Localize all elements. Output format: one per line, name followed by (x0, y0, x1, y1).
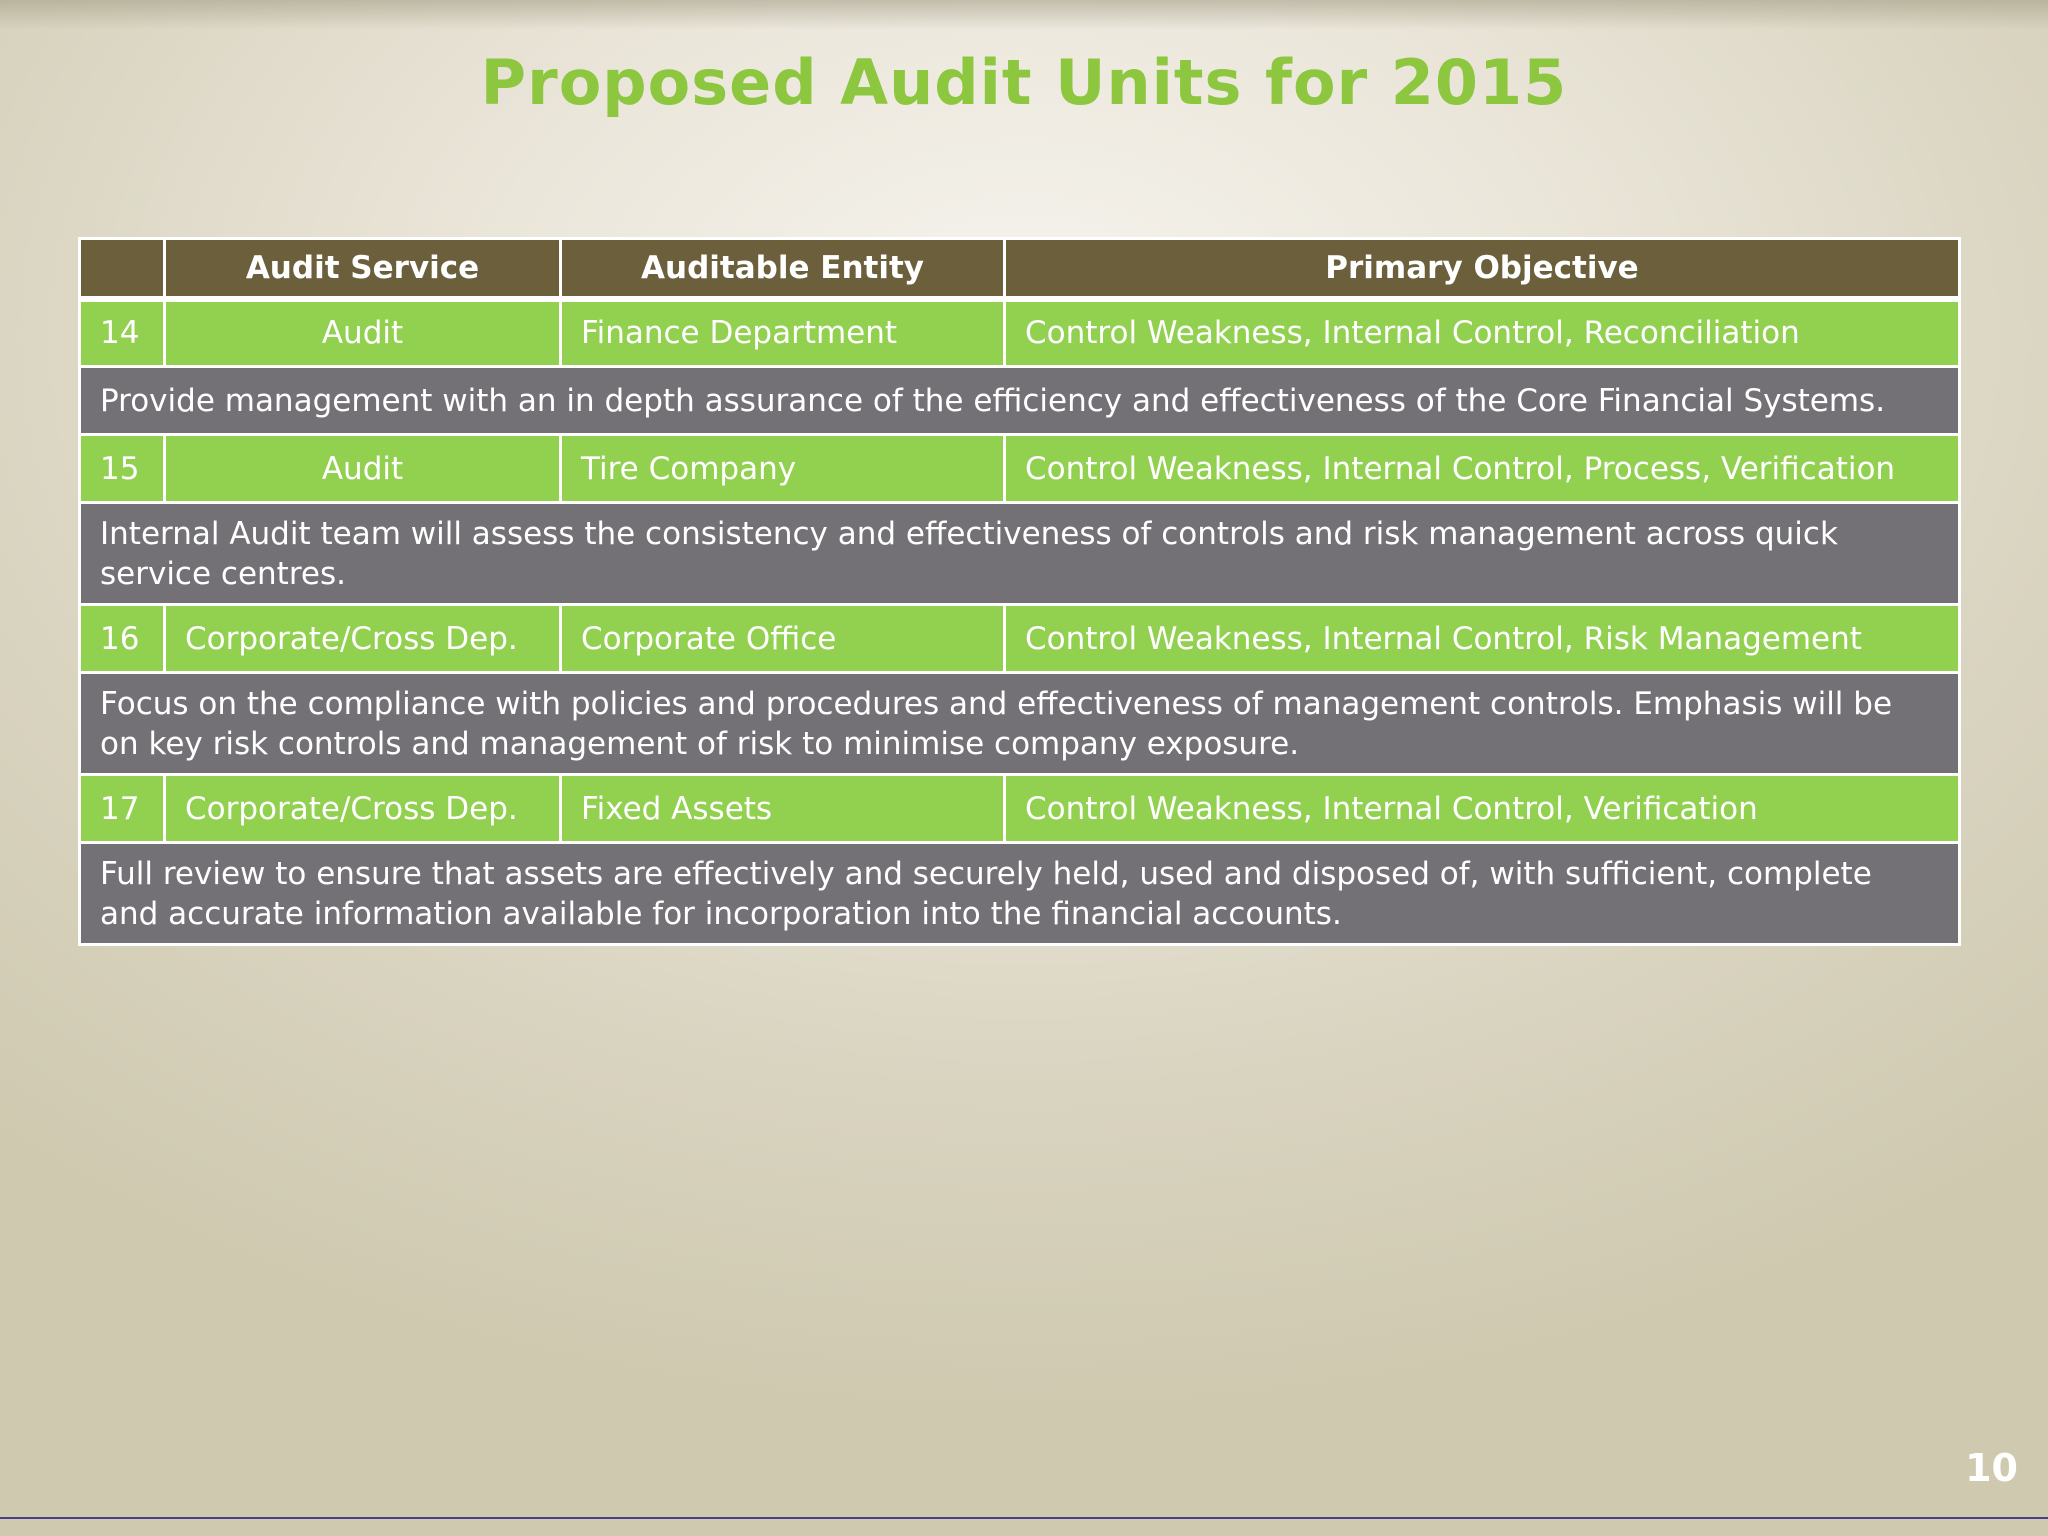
row-auditable-entity: Finance Department (561, 299, 1005, 367)
row-number: 17 (80, 775, 165, 843)
description-row (80, 367, 1960, 435)
audit-units-table (78, 237, 1961, 946)
slide-title: Proposed Audit Units for 2015 (480, 46, 1568, 119)
description-row (80, 503, 1960, 605)
page-number: 10 (1965, 1446, 2018, 1490)
header-primary-objective: Primary Objective (1005, 239, 1960, 299)
header-auditable-entity: Auditable Entity (561, 239, 1005, 299)
row-audit-service: Corporate/Cross Dep. (165, 775, 561, 843)
table-row (80, 435, 1960, 503)
row-primary-objective: Control Weakness, Internal Control, Reconciliation (1005, 299, 1960, 367)
row-primary-objective: Control Weakness, Internal Control, Verification (1005, 775, 1960, 843)
top-shade (0, 0, 2048, 30)
row-primary-objective: Control Weakness, Internal Control, Risk Management (1005, 605, 1960, 673)
header-number (80, 239, 165, 299)
description-row (80, 673, 1960, 775)
row-auditable-entity: Fixed Assets (561, 775, 1005, 843)
description-row (80, 843, 1960, 945)
row-description: Full review to ensure that assets are effectively and securely held, used and disposed of, with sufficient, complete and accurate information available for incorporation into the financial accounts. (80, 843, 1960, 945)
row-auditable-entity: Corporate Office (561, 605, 1005, 673)
row-audit-service: Corporate/Cross Dep. (165, 605, 561, 673)
row-number: 16 (80, 605, 165, 673)
row-primary-objective: Control Weakness, Internal Control, Process, Verification (1005, 435, 1960, 503)
table-header-row (80, 239, 1960, 299)
bottom-divider (0, 1517, 2048, 1519)
header-audit-service: Audit Service (165, 239, 561, 299)
row-number: 14 (80, 299, 165, 367)
row-auditable-entity: Tire Company (561, 435, 1005, 503)
table-row (80, 605, 1960, 673)
row-audit-service: Audit (165, 299, 561, 367)
table-row (80, 775, 1960, 843)
table-row (80, 299, 1960, 367)
row-audit-service: Audit (165, 435, 561, 503)
row-number: 15 (80, 435, 165, 503)
row-description: Provide management with an in depth assurance of the efficiency and effectiveness of the Core Financial Systems. (80, 367, 1960, 435)
row-description: Internal Audit team will assess the consistency and effectiveness of controls and risk management across quick service centres. (80, 503, 1960, 605)
row-description: Focus on the compliance with policies and procedures and effectiveness of management controls. Emphasis will be on key risk controls and management of risk to minimise company exposure. (80, 673, 1960, 775)
